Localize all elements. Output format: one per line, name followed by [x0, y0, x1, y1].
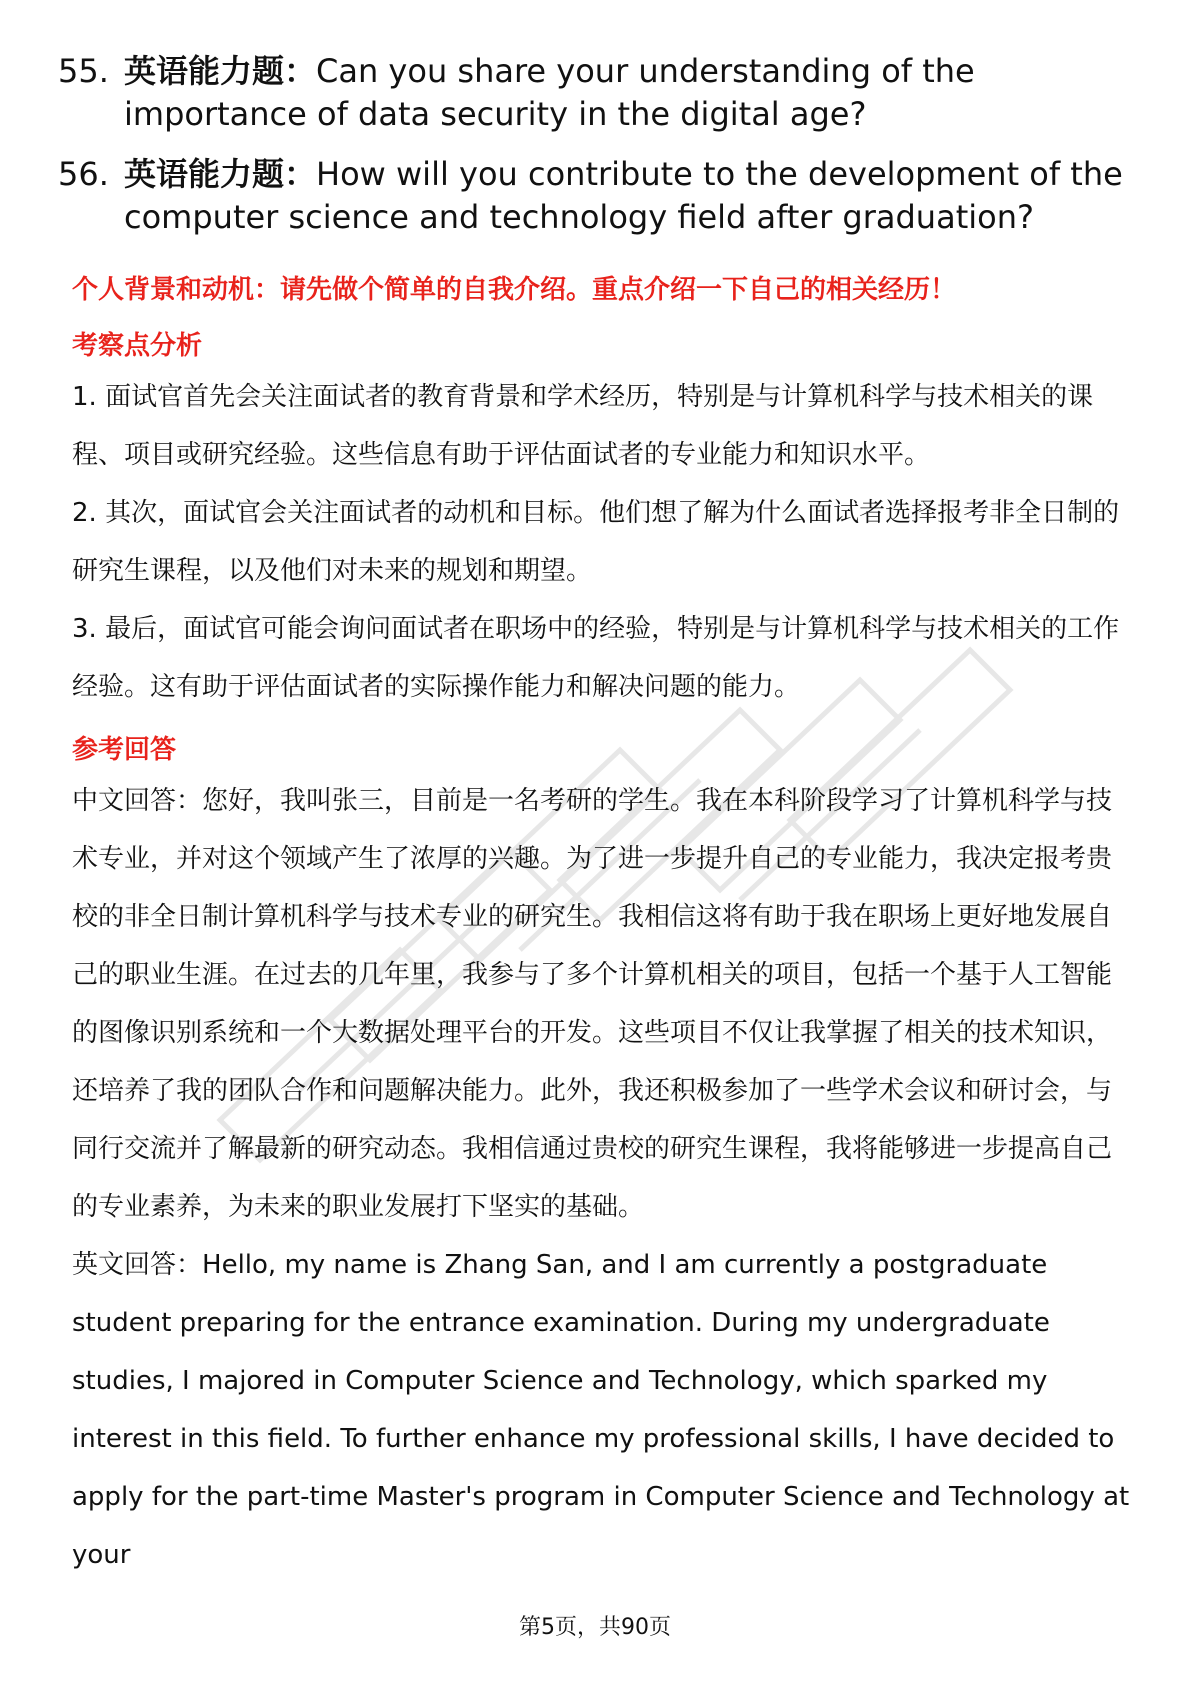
question-number: 55. [58, 52, 109, 90]
question-prefix: 英语能力题： [124, 52, 317, 90]
reference-heading: 参考回答 [72, 735, 177, 765]
question-text-block [124, 153, 1138, 239]
question-text-block [124, 50, 1138, 136]
english-answer-text: Hello, my name is Zhang San, and I am currently a postgraduate student preparing for the entrance examination. During my undergraduate studies, I majored in Computer Science and Technology, which sparked my interest in this field. To further enhance my professional skills, I have decided to apply for the part-time Master's program in Computer Science and Technology at your [72, 1250, 1130, 1570]
analysis-point: 1. 面试官首先会关注面试者的教育背景和学术经历，特别是与计算机科学与技术相关的课程、项目或研究经验。这些信息有助于评估面试者的专业能力和知识水平。 [72, 382, 1094, 470]
question-text: How will you contribute to the development of the computer science and technology field after graduation? [124, 155, 1123, 236]
analysis-point: 2. 其次，面试官会关注面试者的动机和目标。他们想了解为什么面试者选择报考非全日制的研究生课程，以及他们对未来的规划和期望。 [72, 498, 1120, 586]
english-answer-label: 英文回答： [72, 1250, 203, 1280]
analysis-heading: 考察点分析 [72, 331, 203, 361]
english-answer-paragraph [72, 1236, 1132, 1584]
question-list [58, 50, 1138, 256]
chinese-answer-paragraph [72, 772, 1132, 1236]
section-question: 个人背景和动机：请先做个简单的自我介绍。重点介绍一下自己的相关经历！ [72, 275, 957, 305]
chinese-answer-text: 您好，我叫张三，目前是一名考研的学生。我在本科阶段学习了计算机科学与技术专业，并对这个领域产生了浓厚的兴趣。为了进一步提升自己的专业能力，我决定报考贵校的非全日制计算机科学与技术专业的研究生。我相信这将有助于我在职场上更好地发展自己的职业生涯。在过去的几年里，我参与了多个计算机相关的项目，包括一个基于人工智能的图像识别系统和一个大数据处理平台的开发。这些项目不仅让我掌握了相关的技术知识，还培养了我的团队合作和问题解决能力。此外，我还积极参加了一些学术会议和研讨会，与同行交流并了解最新的研究动态。我相信通过贵校的研究生课程，我将能够进一步提高自己的专业素养，为未来的职业发展打下坚实的基础。 [72, 786, 1113, 1222]
question-item [58, 153, 1138, 239]
section-content [72, 272, 1132, 1584]
question-number: 56. [58, 155, 109, 193]
analysis-point: 3. 最后，面试官可能会询问面试者在职场中的经验，特别是与计算机科学与技术相关的工作经验。这有助于评估面试者的实际操作能力和解决问题的能力。 [72, 614, 1120, 702]
question-item [58, 50, 1138, 136]
page-footer: 第5页，共90页 [519, 1615, 671, 1640]
chinese-answer-label: 中文回答： [72, 786, 203, 816]
question-text: Can you share your understanding of the importance of data security in the digital age? [124, 52, 975, 133]
question-prefix: 英语能力题： [124, 155, 317, 193]
